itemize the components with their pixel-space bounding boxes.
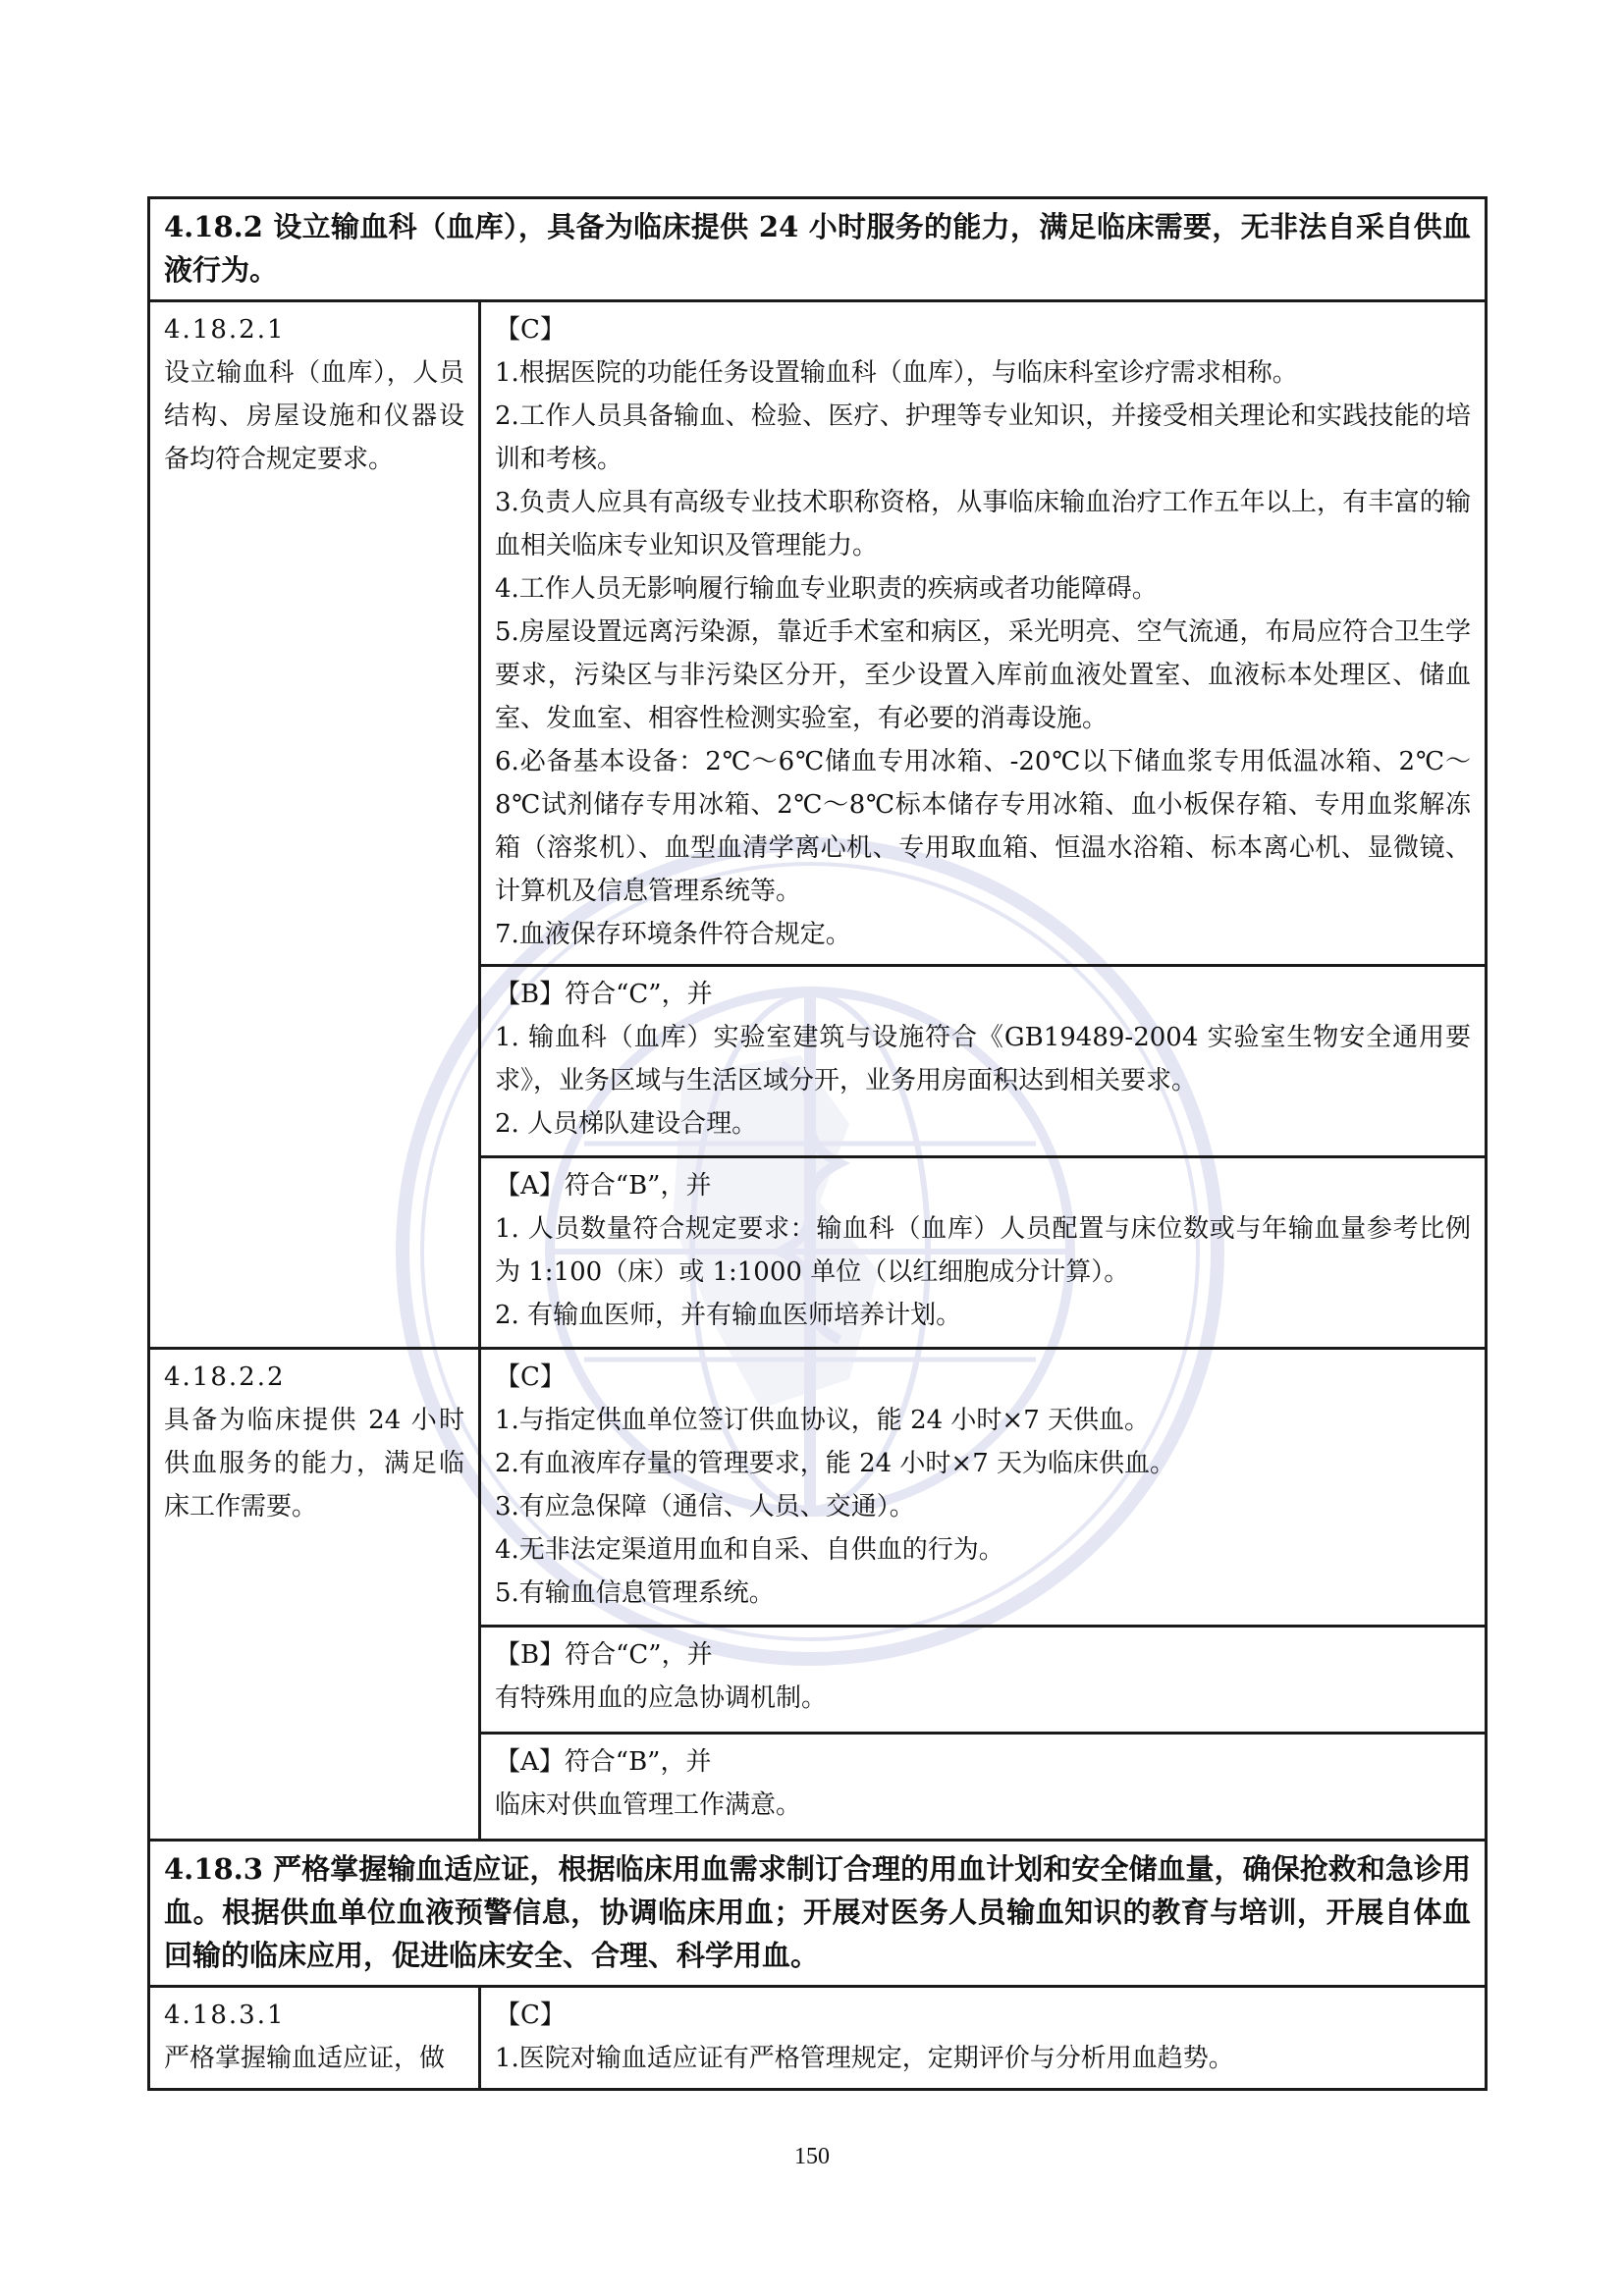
criterion-line: 1. 输血科（血库）实验室建筑与设施符合《GB19489-2004 实验室生物安全通用要求》，业务区域与生活区域分开，业务用房面积达到相关要求。 bbox=[495, 1023, 1471, 1095]
grade-label: 【B】符合“C”，并 bbox=[495, 980, 713, 1009]
grade-c-cell bbox=[480, 1987, 1487, 2090]
item-cell bbox=[149, 301, 480, 1349]
grade-label: 【C】 bbox=[495, 315, 566, 345]
grade-label: 【C】 bbox=[495, 2001, 566, 2030]
standards-table bbox=[147, 196, 1488, 2091]
criterion-line: 1.与指定供血单位签订供血协议，能 24 小时×7 天供血。 bbox=[495, 1406, 1151, 1435]
criterion-line: 5.房屋设置远离污染源，靠近手术室和病区，采光明亮、空气流通，布局应符合卫生学要求，污染区与非污染区分开，至少设置入库前血液处置室、血液标本处理区、储血室、发血室、相容性检测实验室，有必要的消毒设施。 bbox=[495, 617, 1471, 733]
item-description: 具备为临床提供 24 小时供血服务的能力，满足临床工作需要。 bbox=[164, 1406, 464, 1522]
criterion-line: 7.血液保存环境条件符合规定。 bbox=[495, 920, 851, 949]
grade-a-cell bbox=[480, 1157, 1487, 1349]
criterion-line: 1.医院对输血适应证有严格管理规定，定期评价与分析用血趋势。 bbox=[495, 2044, 1234, 2073]
page-number: 150 bbox=[794, 2144, 830, 2169]
item-cell bbox=[149, 1987, 480, 2090]
item-description: 设立输血科（血库），人员结构、房屋设施和仪器设备均符合规定要求。 bbox=[164, 358, 464, 474]
criterion-line: 3.有应急保障（通信、人员、交通）。 bbox=[495, 1492, 915, 1522]
criterion-line: 2.工作人员具备输血、检验、医疗、护理等专业知识，并接受相关理论和实践技能的培训和考核。 bbox=[495, 401, 1471, 474]
criterion-line: 1.根据医院的功能任务设置输血科（血库），与临床科室诊疗需求相称。 bbox=[495, 358, 1298, 388]
criterion-line: 4.无非法定渠道用血和自采、自供血的行为。 bbox=[495, 1535, 1004, 1565]
criterion-line: 有特殊用血的应急协调机制。 bbox=[495, 1683, 828, 1713]
section-heading-row bbox=[149, 198, 1487, 301]
criterion-line: 2.有血液库存量的管理要求，能 24 小时×7 天为临床供血。 bbox=[495, 1449, 1176, 1478]
criterion-line: 6.必备基本设备：2℃～6℃储血专用冰箱、-20℃以下储血浆专用低温冰箱、2℃～8℃试剂储存专用冰箱、2℃～8℃标本储存专用冰箱、血小板保存箱、专用血浆解冻箱（溶浆机）、血型血清学离心机、专用取血箱、恒温水浴箱、标本离心机、显微镜、计算机及信息管理系统等。 bbox=[495, 747, 1471, 906]
grade-row bbox=[149, 1987, 1487, 2090]
criterion-line: 2. 有输血医师，并有输血医师培养计划。 bbox=[495, 1301, 962, 1330]
section-heading: 4.18.2 设立输血科（血库），具备为临床提供 24 小时服务的能力，满足临床需要，无非法自采自供血液行为。 bbox=[149, 198, 1487, 301]
grade-label: 【B】符合“C”，并 bbox=[495, 1640, 713, 1670]
grade-b-cell bbox=[480, 966, 1487, 1157]
criterion-line: 3.负责人应具有高级专业技术职称资格，从事临床输血治疗工作五年以上，有丰富的输血相关临床专业知识及管理能力。 bbox=[495, 488, 1471, 561]
grade-c-cell bbox=[480, 301, 1487, 966]
criterion-line: 4.工作人员无影响履行输血专业职责的疾病或者功能障碍。 bbox=[495, 574, 1158, 604]
grade-label: 【A】符合“B”，并 bbox=[495, 1747, 712, 1777]
criterion-line: 临床对供血管理工作满意。 bbox=[495, 1790, 802, 1820]
section-heading-row bbox=[149, 1841, 1487, 1987]
item-cell bbox=[149, 1349, 480, 1841]
grade-label: 【A】符合“B”，并 bbox=[495, 1171, 712, 1201]
grade-c-cell bbox=[480, 1349, 1487, 1627]
item-code: 4.18.2.1 bbox=[164, 315, 286, 345]
grade-a-cell bbox=[480, 1734, 1487, 1841]
grade-label: 【C】 bbox=[495, 1362, 566, 1392]
grade-b-cell bbox=[480, 1627, 1487, 1734]
criterion-line: 2. 人员梯队建设合理。 bbox=[495, 1109, 758, 1139]
criterion-line: 1. 人员数量符合规定要求：输血科（血库）人员配置与床位数或与年输血量参考比例为 1:100（床）或 1:1000 单位（以红细胞成分计算）。 bbox=[495, 1214, 1471, 1287]
item-code: 4.18.2.2 bbox=[164, 1362, 286, 1392]
grade-row bbox=[149, 301, 1487, 966]
section-heading: 4.18.3 严格掌握输血适应证，根据临床用血需求制订合理的用血计划和安全储血量，确保抢救和急诊用血。根据供血单位血液预警信息，协调临床用血；开展对医务人员输血知识的教育与培训，开展自体血回输的临床应用，促进临床安全、合理、科学用血。 bbox=[149, 1841, 1487, 1987]
item-description: 严格掌握输血适应证，做 bbox=[164, 2044, 446, 2073]
criterion-line: 5.有输血信息管理系统。 bbox=[495, 1578, 775, 1608]
item-code: 4.18.3.1 bbox=[164, 2001, 286, 2030]
grade-row bbox=[149, 1349, 1487, 1627]
